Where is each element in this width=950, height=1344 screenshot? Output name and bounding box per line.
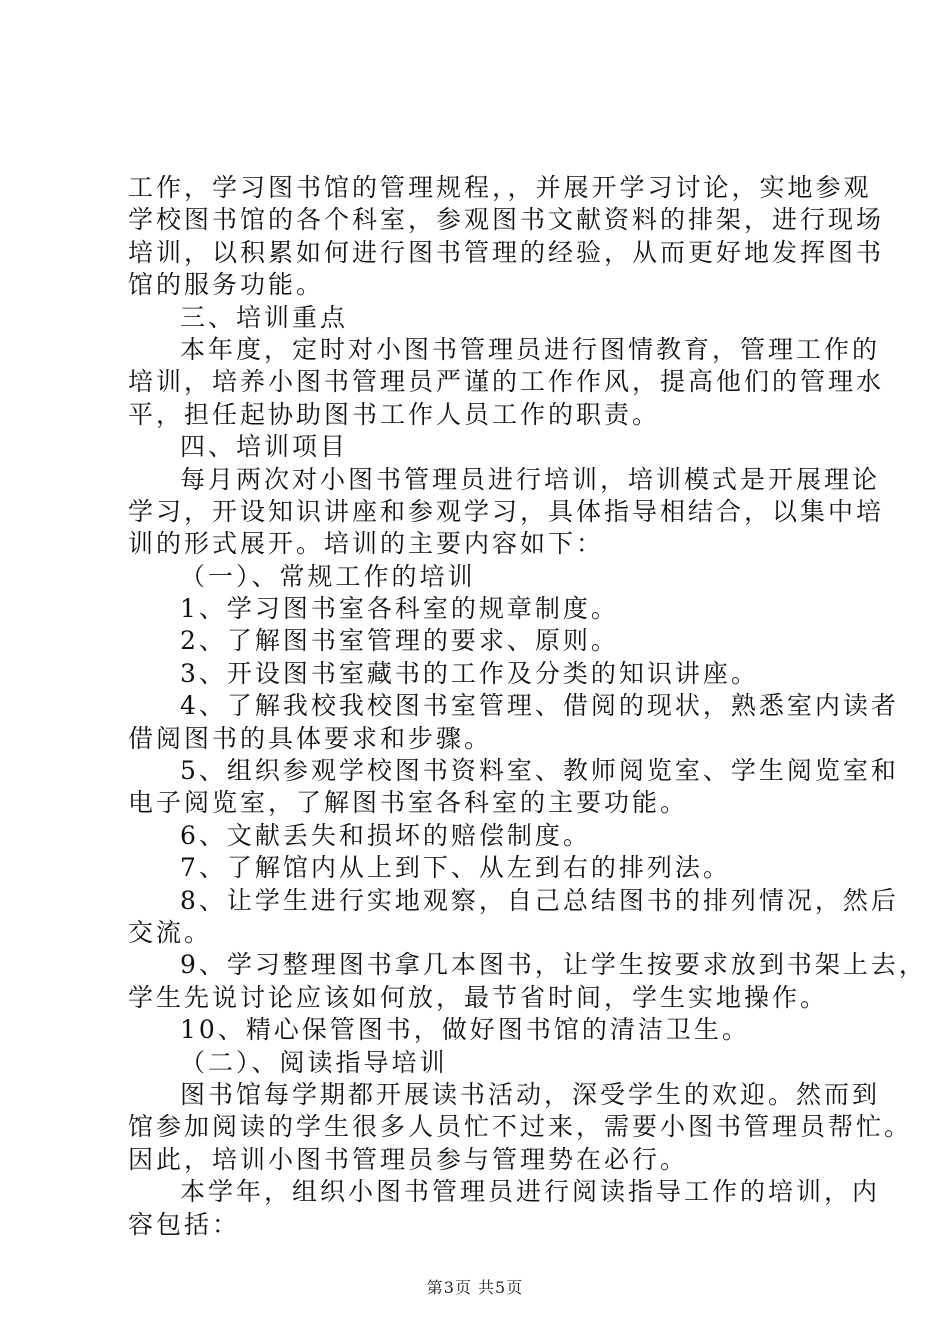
text-line: 7、了解馆内从上到下、从左到右的排列法。 (180, 853, 731, 883)
text-line: 借阅图书的具体要求和步骤。 (128, 723, 493, 753)
text-line: 5、组织参观学校图书资料室、教师阅览室、学生阅览室和 (180, 756, 899, 786)
text-line: 馆参加阅读的学生很多人员忙不过来，需要小图书管理员帮忙。 (128, 1112, 913, 1142)
text-line: 2、了解图书室管理的要求、原则。 (180, 626, 619, 656)
text-line: 本学年，组织小图书管理员进行阅读指导工作的培训，内 (180, 1177, 881, 1207)
text-line: 因此，培训小图书管理员参与管理势在必行。 (128, 1144, 689, 1174)
text-line: （一）、常规工作的培训 (180, 561, 476, 591)
text-line: 四、培训项目 (180, 432, 349, 462)
text-line: 1、学习图书室各科室的规章制度。 (180, 594, 619, 624)
text-line: 三、培训重点 (180, 302, 349, 332)
text-line: 9、学习整理图书拿几本图书，让学生按要求放到书架上去， (180, 950, 927, 980)
text-line: 电子阅览室，了解图书室各科室的主要功能。 (128, 788, 689, 818)
text-line: 学生先说讨论应该如何放，最节省时间，学生实地操作。 (128, 982, 829, 1012)
text-line: 培训，以积累如何进行图书管理的经验，从而更好地发挥图书 (128, 237, 885, 267)
text-line: 10、精心保管图书，做好图书馆的清洁卫生。 (180, 1015, 750, 1045)
text-line: 馆的服务功能。 (128, 270, 325, 300)
text-line: 4、了解我校我校图书室管理、借阅的现状，熟悉室内读者 (180, 691, 899, 721)
text-line: 本年度，定时对小图书管理员进行图情教育，管理工作的 (180, 334, 881, 364)
text-line: 容包括： (128, 1209, 241, 1239)
text-line: 学校图书馆的各个科室，参观图书文献资料的排架，进行现场 (128, 205, 885, 235)
text-line: 交流。 (128, 917, 213, 947)
text-line: 工作，学习图书馆的管理规程，，并展开学习讨论，实地参观 (128, 173, 872, 202)
text-line: 8、让学生进行实地观察，自己总结图书的排列情况，然后 (180, 885, 899, 915)
text-line: 学习，开设知识讲座和参观学习，具体指导相结合，以集中培 (128, 496, 885, 526)
text-line: 平，担任起协助图书工作人员工作的职责。 (128, 399, 661, 429)
text-line: （二）、阅读指导培训 (180, 1047, 448, 1077)
text-line: 3、开设图书室藏书的工作及分类的知识讲座。 (180, 658, 759, 688)
text-line: 每月两次对小图书管理员进行培训，培训模式是开展理论 (180, 464, 881, 494)
page-footer: 第3页 共5页 (426, 1278, 524, 1297)
text-line: 6、文献丢失和损坏的赔偿制度。 (180, 820, 591, 850)
text-line: 培训，培养小图书管理员严谨的工作作风，提高他们的管理水 (128, 367, 885, 397)
text-line: 训的形式展开。培训的主要内容如下： (128, 529, 605, 559)
text-line: 图书馆每学期都开展读书活动，深受学生的欢迎。然而到 (180, 1079, 881, 1109)
document-body (128, 172, 927, 1241)
